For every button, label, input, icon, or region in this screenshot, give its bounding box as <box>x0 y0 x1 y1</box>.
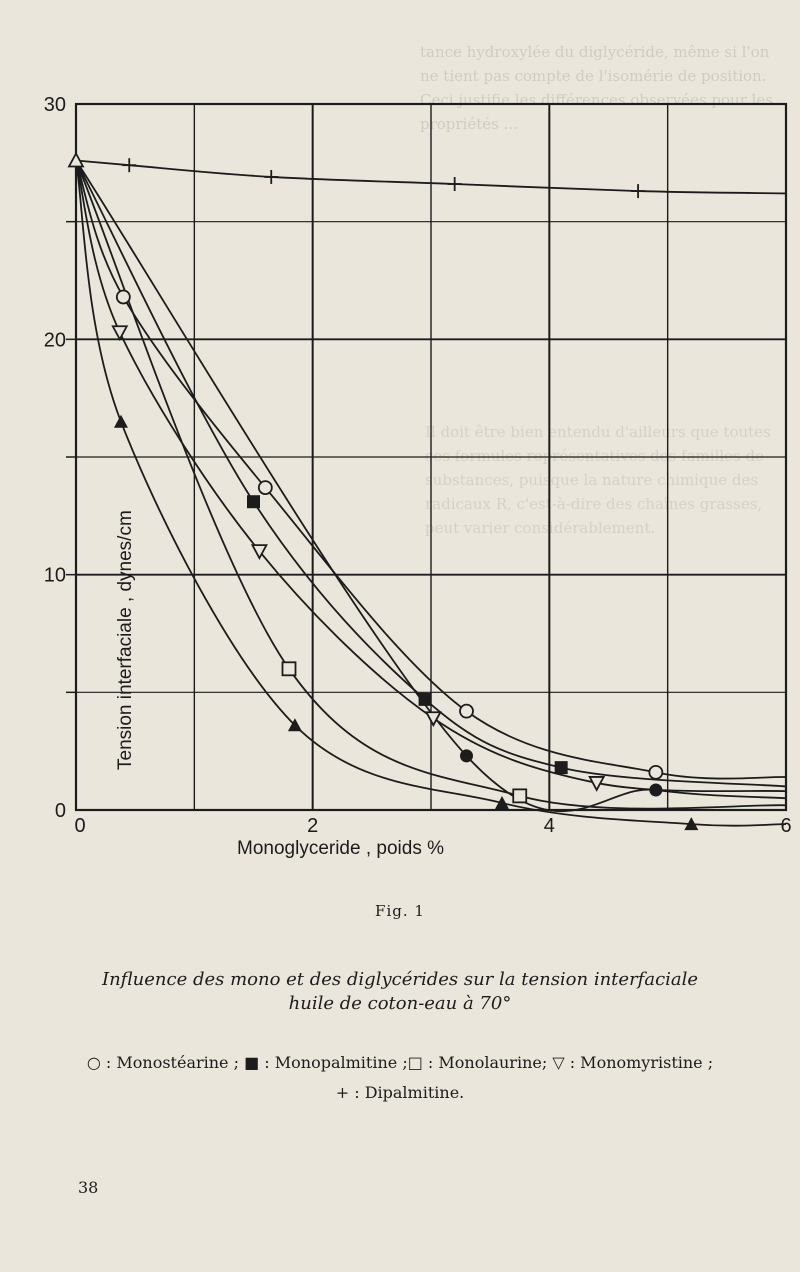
y-tick-label: 10 <box>43 564 66 587</box>
chart-tick-labels <box>44 94 792 837</box>
y-tick-label: 0 <box>54 800 66 822</box>
marker-monostearine <box>259 481 272 494</box>
bleed-through-text: tance hydroxylée du diglycéride, même si l'on ne tient pas compte de l'isomérie de position. Ceci justifie les différences observées pour les propriétés ... <box>420 43 774 133</box>
marker-monostearine <box>460 705 473 718</box>
marker-filled-circle <box>460 749 473 762</box>
marker-filled-circle <box>649 783 662 796</box>
marker-monopalmitine <box>555 761 568 774</box>
y-tick-label: 30 <box>43 94 66 116</box>
marker-monostearine <box>117 290 130 303</box>
marker-monolaurine <box>283 662 296 675</box>
marker-monopalmitine <box>247 495 260 508</box>
x-tick-label: 4 <box>543 815 555 837</box>
y-axis-title: Tension interfaciale , dynes/cm <box>115 510 136 770</box>
x-axis-title: Monoglyceride , poids % <box>237 838 444 859</box>
figure-caption <box>0 968 800 1016</box>
y-tick-label: 20 <box>43 329 66 352</box>
bleed-through-text-lower: Il doit être bien entendu d'ailleurs que toutes ces formules représentatives des familles de substances, puisque la nature chimique des radicaux R, c'est-à-dire des chaînes grasses, peut varier considérablement. <box>425 423 771 537</box>
page-number: 38 <box>78 1178 99 1197</box>
marker-filled-triangle <box>114 415 128 428</box>
marker-monostearine <box>649 766 662 779</box>
legend-line-1: ○ : Monostéarine ; ■ : Monopalmitine ;□ : Monolaurine; ▽ : Monomyristine ; <box>86 1053 714 1072</box>
chart-markers <box>69 153 698 830</box>
legend <box>0 1048 800 1108</box>
marker-monomyristine <box>113 326 127 339</box>
x-tick-label: 6 <box>780 815 792 837</box>
marker-origin <box>69 153 83 166</box>
x-tick-label: 2 <box>307 815 319 837</box>
legend-line-2: + : Dipalmitine. <box>335 1083 465 1102</box>
caption-line-1: Influence des mono et des diglycérides sur la tension interfaciale <box>101 969 699 990</box>
marker-monolaurine <box>513 789 526 802</box>
caption-line-2: huile de coton-eau à 70° <box>288 993 512 1014</box>
figure-label: Fig. 1 <box>375 902 425 920</box>
marker-monopalmitine <box>419 693 432 706</box>
x-tick-label: 0 <box>74 815 86 837</box>
